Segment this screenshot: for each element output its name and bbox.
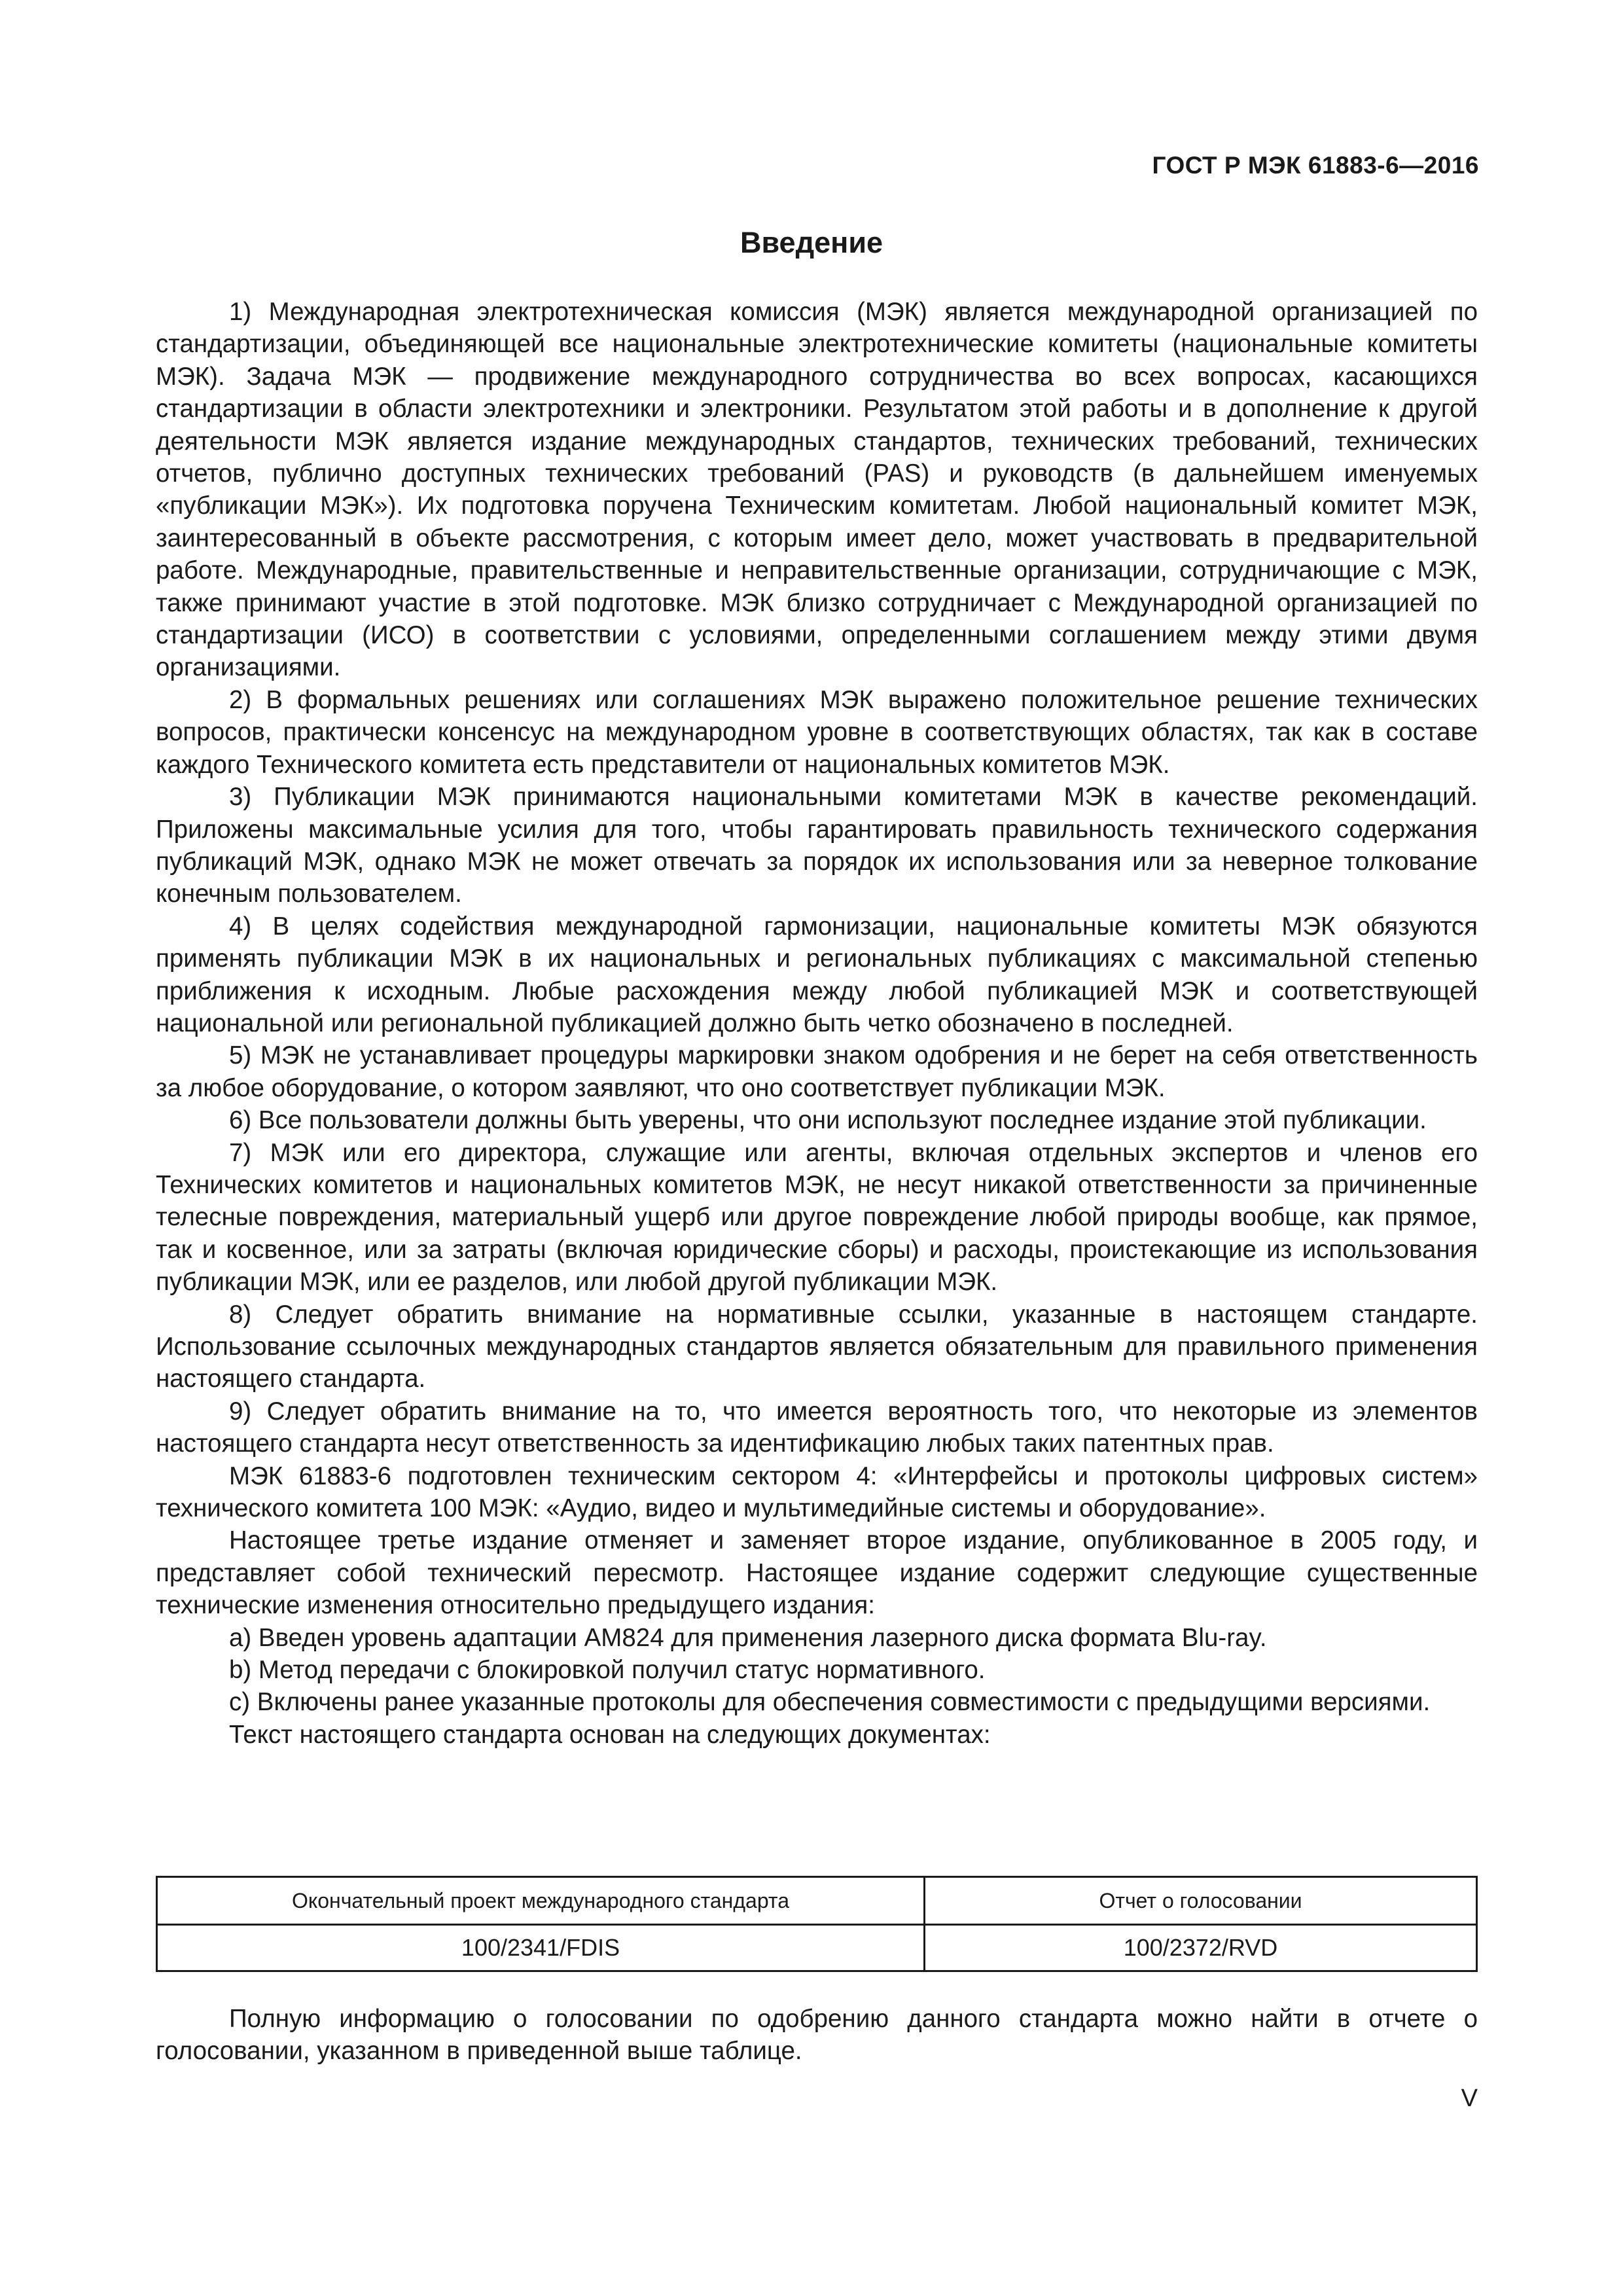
voting-documents-table — [156, 1876, 1478, 1972]
document-code: ГОСТ Р МЭК 61883-6—2016 — [1152, 152, 1479, 179]
paragraph-1: 1) Международная электротехническая комиссия (МЭК) является международной организацией по стандартизации, объединяющей все национальные электротехнические комитеты (национальные комитеты МЭК). Задача МЭК — продвижение международного сотрудничества во всех вопросах, касающихся стандартизации в области электротехники и электроники. Результатом этой работы и в дополнение к другой деятельности МЭК является издание международных стандартов, технических требований, технических отчетов, публично доступных технических требований (PAS) и руководств (в дальнейшем именуемых «публикации МЭК»). Их подготовка поручена Техническим комитетам. Любой национальный комитет МЭК, заинтересованный в объекте рассмотрения, с которым имеет дело, может участвовать в предварительной работе. Международные, правительственные и неправительственные организации, сотрудничающие с МЭК, также принимают участие в этой подготовке. МЭК близко сотрудничает с Международной организацией по стандартизации (ИСО) в соответствии с условиями, определенными соглашением между этими двумя организациями. — [156, 298, 1478, 682]
paragraph-7: 7) МЭК или его директора, служащие или агенты, включая отдельных экспертов и членов его Технических комитетов и национальных комитетов МЭК, не несут никакой ответственности за причиненные телесные повреждения, материальный ущерб или другое повреждение любой природы вообще, как прямое, так и косвенное, или за затраты (включая юридические сборы) и расходы, проистекающие из использования публикации МЭК, или ее разделов, или любой другой публикации МЭК. — [156, 1138, 1478, 1297]
page-number: V — [1461, 2085, 1478, 2112]
table-row — [157, 1925, 1477, 1971]
table-cell-rvd: 100/2372/RVD — [925, 1925, 1477, 1971]
change-item-c: c) Включены ранее указанные протоколы для обеспечения совместимости с предыдущими версиями. — [229, 1688, 1431, 1717]
paragraph-2: 2) В формальных решениях или соглашениях МЭК выражено положительное решение технических вопросов, практически консенсус на международном уровне в соответствующих областях, так как в составе каждого Технического комитета есть представители от национальных комитетов МЭК. — [156, 685, 1478, 779]
change-item-b: b) Метод передачи с блокировкой получил статус нормативного. — [229, 1656, 986, 1685]
paragraph-documents-intro: Текст настоящего стандарта основан на следующих документах: — [229, 1720, 991, 1749]
paragraph-prepared-by: МЭК 61883-6 подготовлен техническим сектором 4: «Интерфейсы и протоколы цифровых систем» технического комитета 100 МЭК: «Аудио, видео и мультимедийные системы и оборудование». — [156, 1462, 1478, 1523]
closing-text — [156, 2003, 1478, 2068]
table-header-rvd: Отчет о голосовании — [925, 1877, 1477, 1925]
closing-paragraph: Полную информацию о голосовании по одобрению данного стандарта можно найти в отчете о голосовании, указанном в приведенной выше таблице. — [156, 2005, 1478, 2066]
body-text — [156, 296, 1478, 1751]
paragraph-6: 6) Все пользователи должны быть уверены, что они используют последнее издание этой публикации. — [229, 1106, 1427, 1135]
table-cell-fdis: 100/2341/FDIS — [157, 1925, 925, 1971]
change-item-a: a) Введен уровень адаптации AM824 для применения лазерного диска формата Blu-ray. — [229, 1623, 1267, 1652]
paragraph-edition: Настоящее третье издание отменяет и заменяет второе издание, опубликованное в 2005 году, и представляет собой технический пересмотр. Настоящее издание содержит следующие существенные технические изменения относительно предыдущего издания: — [156, 1526, 1478, 1620]
paragraph-9: 9) Следует обратить внимание на то, что имеется вероятность того, что некоторые из элементов настоящего стандарта несут ответственность за идентификацию любых таких патентных прав. — [156, 1397, 1478, 1458]
table-header-fdis: Окончательный проект международного стандарта — [157, 1877, 925, 1925]
paragraph-3: 3) Публикации МЭК принимаются национальными комитетами МЭК в качестве рекомендаций. Приложены максимальные усилия для того, чтобы гарантировать правильность технического содержания публикаций МЭК, однако МЭК не может отвечать за порядок их использования или за неверное толкование конечным пользователем. — [156, 783, 1478, 908]
paragraph-5: 5) МЭК не устанавливает процедуры маркировки знаком одобрения и не берет на себя ответственность за любое оборудование, о котором заявляют, что оно соответствует публикации МЭК. — [156, 1041, 1478, 1102]
page-title: Введение — [740, 226, 883, 259]
paragraph-4: 4) В целях содействия международной гармонизации, национальные комитеты МЭК обязуются применять публикации МЭК в их национальных и региональных публикациях с максимальной степенью приближения к исходным. Любые расхождения между любой публикацией МЭК и соответствующей национальной или региональной публикацией должно быть четко обозначено в последней. — [156, 912, 1478, 1037]
table-header-row — [157, 1877, 1477, 1925]
paragraph-8: 8) Следует обратить внимание на нормативные ссылки, указанные в настоящем стандарте. Использование ссылочных международных стандартов является обязательным для правильного применения настоящего стандарта. — [156, 1300, 1478, 1393]
